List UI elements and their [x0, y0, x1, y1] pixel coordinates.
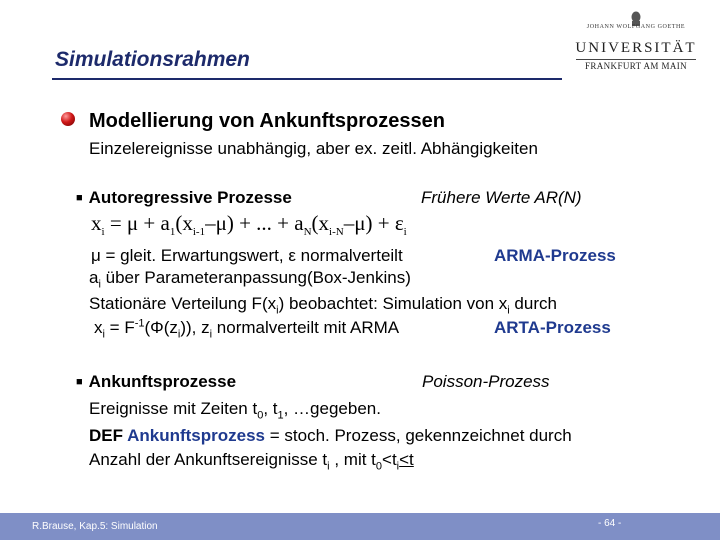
square-bullet-icon: ■	[76, 192, 83, 204]
line-parameteranpassung: $a_i$ über Parameteranpassung(Box-Jenkins)	[89, 268, 411, 291]
ar-formula: $x_i = \mu + a_1(x_{i-1}-\mu)$ + ... + $a_N(x_{i-N}-\mu) + \varepsilon_i$	[91, 211, 407, 239]
logo-name: UNIVERSITÄT	[575, 40, 697, 56]
footer-author: R.Brause, Kap.5: Simulation	[32, 521, 158, 532]
line-erwartungswert: μ = gleit. Erwartungswert, ε normalverteilt	[91, 246, 403, 265]
section2-right-label: Poisson-Prozess	[422, 372, 550, 391]
section1-right-label: Frühere Werte AR(N)	[421, 188, 582, 207]
arma-label: ARMA-Prozess	[494, 246, 616, 265]
subheading: Einzelereignisse unabhängig, aber ex. zeitl. Abhängigkeiten	[89, 139, 538, 158]
university-logo	[572, 10, 700, 72]
section-ankunftsprozesse	[76, 372, 236, 392]
section-label: Ankunftsprozesse	[88, 372, 237, 391]
line-arta-formula: $x_i = F^{-1}(\Phi(z_i))$, $z_i$ normalverteilt mit ARMA	[94, 317, 400, 341]
title-divider	[52, 78, 562, 80]
section-label: Autoregressive Prozesse	[88, 188, 292, 207]
page-number: - 64 -	[598, 518, 622, 529]
line-definition: DEF Ankunftsprozess = stoch. Prozess, gekennzeichnet durch	[89, 426, 572, 445]
slide-title: Simulationsrahmen	[55, 48, 250, 71]
logo-top-line: JOHANN WOLFGANG GOETHE	[586, 24, 686, 30]
logo-city: FRANKFURT AM MAIN	[584, 61, 688, 71]
line-ereignisse: Ereignisse mit Zeiten $t_0$, $t_1$, …gegeben.	[89, 399, 381, 422]
bullet-ball-icon	[61, 112, 75, 126]
section-autoregressive	[76, 188, 292, 208]
square-bullet-icon: ■	[76, 376, 83, 388]
arta-label: ARTA-Prozess	[494, 318, 611, 337]
heading: Modellierung von Ankunftsprozessen	[89, 110, 445, 132]
line-stationaer: Stationäre Verteilung $F(x_i)$ beobachtet: Simulation von $x_i$ durch	[89, 294, 557, 317]
line-anzahl: Anzahl der Ankunftsereignisse $t_i$ , mit $t_0<t_i<t$	[89, 450, 414, 473]
logo-rule	[576, 59, 696, 60]
